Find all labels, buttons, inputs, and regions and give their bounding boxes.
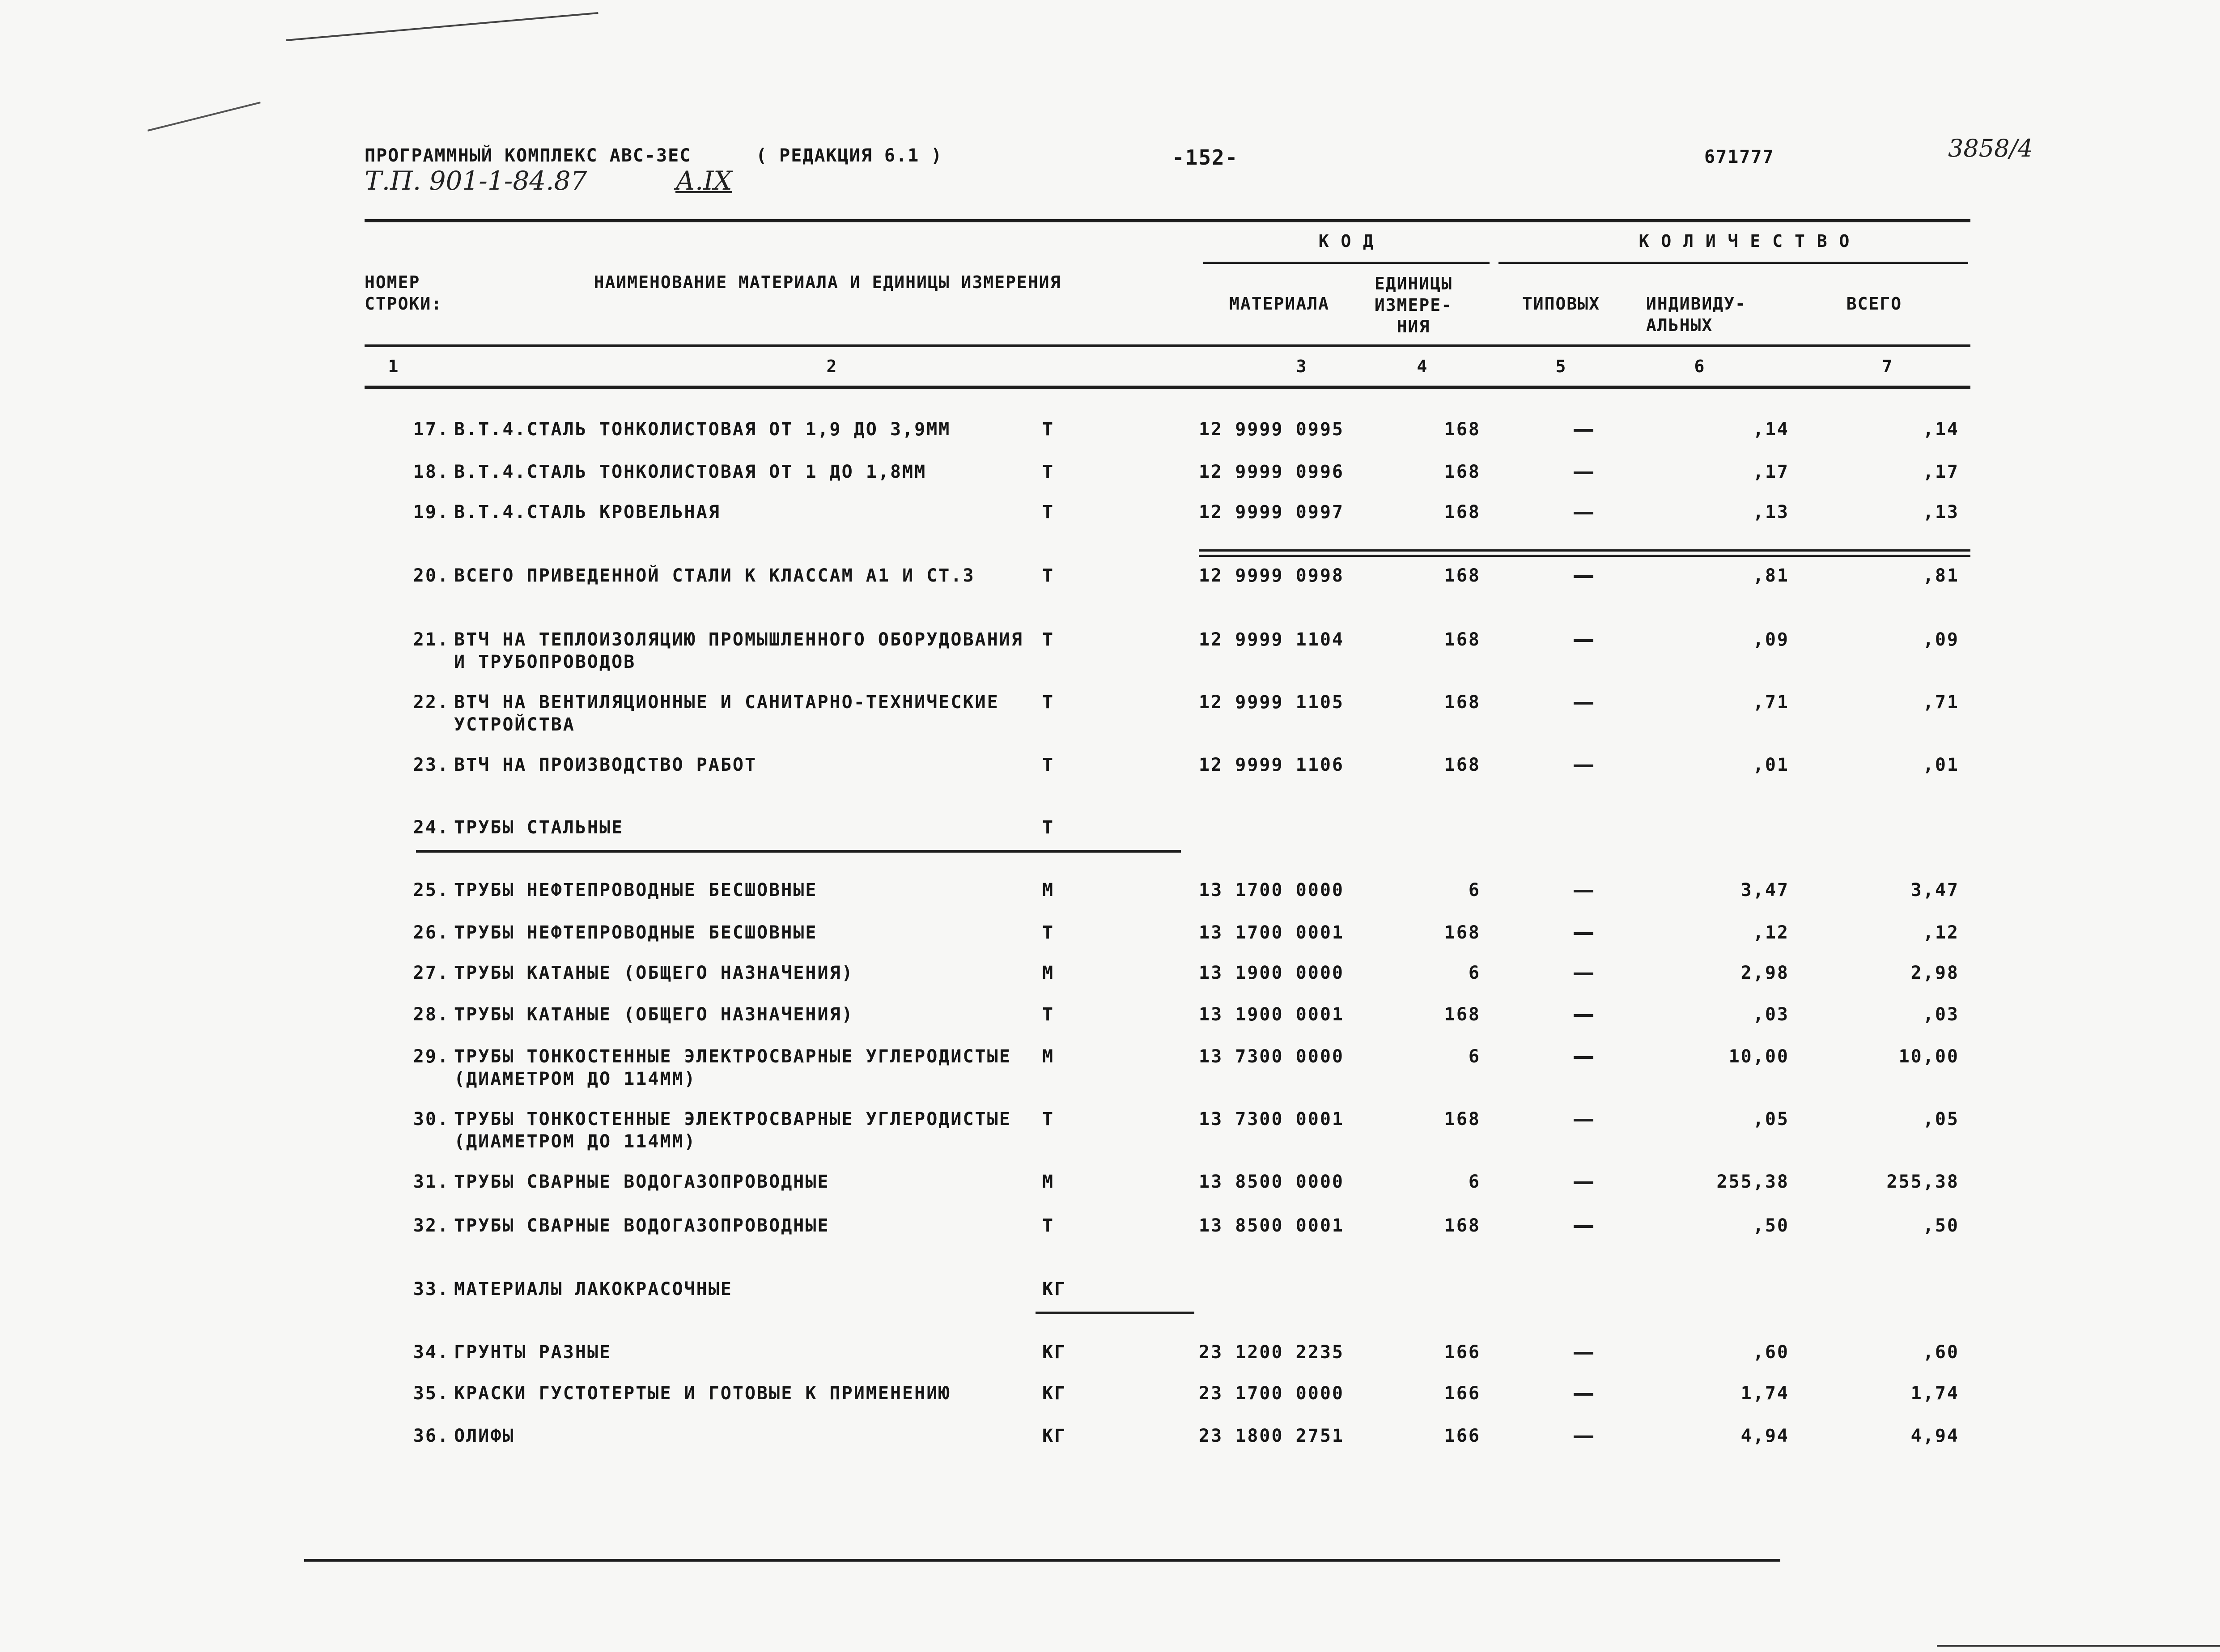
total-qty: ,09 [1923,629,1959,650]
unit-code: 166 [1444,1383,1481,1404]
individual-qty: ,14 [1753,419,1789,440]
typical-qty-dash [1566,1045,1601,1068]
code-group-rule [1203,262,1490,264]
individual-qty: ,71 [1753,692,1789,713]
dash-mark [1574,1393,1593,1396]
table-row [0,1425,2220,1474]
material-code: 12 9999 1106 [1199,755,1344,775]
unit: М [1042,1172,1055,1192]
unit-code: 168 [1444,419,1481,440]
material-code: 12 9999 0997 [1199,502,1344,522]
individual-qty: ,01 [1753,755,1789,775]
document-code: 671777 [1704,147,1774,167]
unit: М [1042,880,1055,900]
unit-code: 166 [1444,1426,1481,1446]
typical-qty-dash [1566,461,1601,483]
header-quantity-group: К О Л И Ч Е С Т В О [1638,231,1851,251]
dash-mark [1574,575,1593,578]
unit: Т [1042,629,1055,650]
material-name: ТРУБЫ НЕФТЕПРОВОДНЫЕ БЕСШОВНЫЕ [454,922,818,943]
dash-mark [1574,512,1593,514]
typical-qty-dash [1566,1425,1601,1447]
column-number-7: 7 [1882,357,1893,376]
individual-qty: ,50 [1753,1215,1789,1236]
individual-qty: 2,98 [1740,963,1789,983]
unit-code: 168 [1444,692,1481,713]
row-number: 18. [413,462,450,482]
individual-qty: ,05 [1753,1109,1789,1130]
unit-code: 6 [1468,1046,1481,1067]
column-number-1: 1 [388,357,399,376]
row-number: 32. [413,1215,450,1236]
total-qty: ,05 [1923,1109,1959,1130]
row-number: 21. [413,629,450,650]
material-name: ВТЧ НА ВЕНТИЛЯЦИОННЫЕ И САНИТАРНО-ТЕХНИЧЕСКИЕ УСТРОЙСТВА [454,692,999,735]
table-row [0,691,2220,740]
table-row [0,565,2220,614]
column-number-rule [365,386,1970,389]
page-edge-line [1937,1645,2220,1647]
dash-mark [1574,471,1593,474]
material-code: 13 8500 0001 [1199,1215,1344,1236]
row-number: 24. [413,817,450,838]
dash-mark [1574,1014,1593,1017]
material-name: ТРУБЫ СТАЛЬНЫЕ [454,817,624,838]
unit: Т [1042,817,1055,838]
dash-mark [1574,1181,1593,1184]
header-material-name: НАИМЕНОВАНИЕ МАТЕРИАЛА И ЕДИНИЦЫ ИЗМЕРЕНИЯ [594,272,1061,292]
unit: Т [1042,462,1055,482]
material-code: 13 1700 0000 [1199,880,1344,900]
material-code: 12 9999 1104 [1199,629,1344,650]
column-number-5: 5 [1555,357,1567,376]
total-qty: 4,94 [1910,1426,1959,1446]
material-name: В.Т.4.СТАЛЬ КРОВЕЛЬНАЯ [454,502,721,522]
header-typical: ТИПОВЫХ [1522,294,1600,314]
individual-qty: ,12 [1753,922,1789,943]
typical-qty-dash [1566,691,1601,713]
unit-code: 168 [1444,755,1481,775]
column-number-4: 4 [1417,357,1428,376]
unit: Т [1042,1215,1055,1236]
unit: Т [1042,565,1055,586]
total-qty: ,60 [1923,1342,1959,1363]
unit: Т [1042,922,1055,943]
typical-qty-dash [1566,418,1601,441]
dash-mark [1574,1119,1593,1121]
unit-code: 168 [1444,1109,1481,1130]
handwritten-album: А.IX [675,166,732,196]
typical-qty-dash [1566,922,1601,944]
unit-code: 168 [1444,1215,1481,1236]
table-top-rule [365,219,1970,222]
row-number: 19. [413,502,450,522]
material-code: 12 9999 0995 [1199,419,1344,440]
total-qty: 2,98 [1910,963,1959,983]
material-name: МАТЕРИАЛЫ ЛАКОКРАСОЧНЫЕ [454,1279,733,1300]
material-code: 12 9999 0996 [1199,462,1344,482]
unit: М [1042,963,1055,983]
typical-qty-dash [1566,1003,1601,1026]
qty-group-rule [1498,262,1968,264]
individual-qty: 1,74 [1740,1383,1789,1404]
edition-label: ( РЕДАКЦИЯ 6.1 ) [756,145,943,166]
total-qty: 3,47 [1910,880,1959,900]
typical-qty-dash [1566,1215,1601,1237]
material-name: ТРУБЫ КАТАНЫЕ (ОБЩЕГО НАЗНАЧЕНИЯ) [454,963,854,983]
total-qty: ,14 [1923,419,1959,440]
row-number: 35. [413,1383,450,1404]
typical-qty-dash [1566,629,1601,651]
unit: Т [1042,1109,1055,1130]
column-number-3: 3 [1296,357,1307,376]
unit-code: 168 [1444,502,1481,522]
material-name: В.Т.4.СТАЛЬ ТОНКОЛИСТОВАЯ ОТ 1,9 ДО 3,9ММ [454,419,951,440]
unit: Т [1042,502,1055,522]
table-row [0,501,2220,550]
dash-mark [1574,1435,1593,1438]
dash-mark [1574,932,1593,935]
material-name: ТРУБЫ ТОНКОСТЕННЫЕ ЭЛЕКТРОСВАРНЫЕ УГЛЕРОДИСТЫЕ (ДИАМЕТРОМ ДО 114ММ) [454,1109,1011,1152]
table-row [0,1045,2220,1095]
material-code: 13 1900 0001 [1199,1004,1344,1025]
unit: Т [1042,419,1055,440]
individual-qty: ,03 [1753,1004,1789,1025]
material-name: ТРУБЫ НЕФТЕПРОВОДНЫЕ БЕСШОВНЫЕ [454,880,818,900]
unit: Т [1042,692,1055,713]
table-row [0,1382,2220,1431]
material-name: КРАСКИ ГУСТОТЕРТЫЕ И ГОТОВЫЕ К ПРИМЕНЕНИЮ [454,1383,951,1404]
material-code: 13 8500 0000 [1199,1172,1344,1192]
page-number: -152- [1172,145,1239,170]
header-code-unit: ЕДИНИЦЫ ИЗМЕРЕ-НИЯ [1374,274,1453,336]
individual-qty: ,09 [1753,629,1789,650]
row-number: 22. [413,692,450,713]
material-code: 23 1800 2751 [1199,1426,1344,1446]
total-qty: ,01 [1923,755,1959,775]
material-code: 13 7300 0001 [1199,1109,1344,1130]
total-qty: ,17 [1923,462,1959,482]
header-total: ВСЕГО [1846,294,1902,314]
material-code: 12 9999 1105 [1199,692,1344,713]
total-qty: ,12 [1923,922,1959,943]
row-number: 36. [413,1426,450,1446]
dash-mark [1574,764,1593,767]
total-qty: ,71 [1923,692,1959,713]
material-name: ВТЧ НА ПРОИЗВОДСТВО РАБОТ [454,755,757,775]
scan-mark-line [148,102,261,132]
unit: Т [1042,755,1055,775]
header-row-number: НОМЕР СТРОКИ: [365,272,443,314]
material-code: 13 1700 0001 [1199,922,1344,943]
total-qty: ,03 [1923,1004,1959,1025]
material-code: 13 7300 0000 [1199,1046,1344,1067]
total-qty: 255,38 [1886,1172,1959,1192]
material-code: 13 1900 0000 [1199,963,1344,983]
unit-code: 168 [1444,629,1481,650]
column-number-2: 2 [826,357,838,376]
dash-mark [1574,639,1593,642]
table-row [0,1215,2220,1264]
unit: КГ [1042,1279,1067,1300]
table-row [0,879,2220,928]
individual-qty: ,13 [1753,502,1789,522]
unit-code: 168 [1444,1004,1481,1025]
unit-code: 168 [1444,565,1481,586]
total-qty: ,50 [1923,1215,1959,1236]
table-bottom-rule [304,1559,1780,1562]
material-code: 12 9999 0998 [1199,565,1344,586]
typical-qty-dash [1566,1171,1601,1193]
column-number-6: 6 [1694,357,1706,376]
dash-mark [1574,1352,1593,1355]
row-number: 34. [413,1342,450,1363]
material-code: 23 1700 0000 [1199,1383,1344,1404]
section-underline [1036,1312,1194,1314]
row-number: 23. [413,755,450,775]
unit-code: 168 [1444,922,1481,943]
unit-code: 6 [1468,1172,1481,1192]
material-name: ТРУБЫ СВАРНЫЕ ВОДОГАЗОПРОВОДНЫЕ [454,1172,830,1192]
total-qty: 10,00 [1898,1046,1959,1067]
individual-qty: 255,38 [1716,1172,1789,1192]
material-name: В.Т.4.СТАЛЬ ТОНКОЛИСТОВАЯ ОТ 1 ДО 1,8ММ [454,462,927,482]
unit-code: 166 [1444,1342,1481,1363]
total-qty: ,13 [1923,502,1959,522]
unit-code: 6 [1468,963,1481,983]
typical-qty-dash [1566,879,1601,901]
material-name: ВТЧ НА ТЕПЛОИЗОЛЯЦИЮ ПРОМЫШЛЕННОГО ОБОРУДОВАНИЯ И ТРУБОПРОВОДОВ [454,629,1023,672]
row-number: 26. [413,922,450,943]
individual-qty: ,60 [1753,1342,1789,1363]
individual-qty: 4,94 [1740,1426,1789,1446]
header-bottom-rule [365,344,1970,347]
unit: Т [1042,1004,1055,1025]
dash-mark [1574,973,1593,975]
individual-qty: ,17 [1753,462,1789,482]
table-row [0,629,2220,678]
individual-qty: 3,47 [1740,880,1789,900]
material-name: ТРУБЫ КАТАНЫЕ (ОБЩЕГО НАЗНАЧЕНИЯ) [454,1004,854,1025]
row-number: 29. [413,1046,450,1067]
table-row [0,1278,2220,1327]
material-name: ВСЕГО ПРИВЕДЕННОЙ СТАЛИ К КЛАССАМ А1 И СТ.3 [454,565,975,586]
total-qty: 1,74 [1910,1383,1959,1404]
row-number: 30. [413,1109,450,1130]
row-number: 27. [413,963,450,983]
handwritten-sheet-number: 3858/4 [1948,134,2033,162]
section-underline [416,850,1181,853]
unit: М [1042,1046,1055,1067]
table-row [0,816,2220,866]
total-qty: ,81 [1923,565,1959,586]
header-code-material: МАТЕРИАЛА [1229,294,1329,314]
dash-mark [1574,890,1593,892]
unit: КГ [1042,1342,1067,1363]
dash-mark [1574,1056,1593,1059]
subtotal-separator-bottom [1199,555,1970,557]
row-number: 28. [413,1004,450,1025]
table-row [0,1108,2220,1157]
unit-code: 6 [1468,880,1481,900]
typical-qty-dash [1566,501,1601,523]
dash-mark [1574,702,1593,705]
individual-qty: 10,00 [1728,1046,1789,1067]
table-row [0,754,2220,803]
material-name: ГРУНТЫ РАЗНЫЕ [454,1342,612,1363]
material-name: ТРУБЫ ТОНКОСТЕННЫЕ ЭЛЕКТРОСВАРНЫЕ УГЛЕРОДИСТЫЕ (ДИАМЕТРОМ ДО 114ММ) [454,1046,1011,1089]
unit: КГ [1042,1426,1067,1446]
unit: КГ [1042,1383,1067,1404]
row-number: 31. [413,1172,450,1192]
typical-qty-dash [1566,962,1601,984]
scan-mark-line [286,12,599,41]
header-individual: ИНДИВИДУ-АЛЬНЫХ [1646,294,1746,335]
typical-qty-dash [1566,565,1601,587]
row-number: 25. [413,880,450,900]
material-name: ОЛИФЫ [454,1426,515,1446]
row-number: 33. [413,1279,450,1300]
individual-qty: ,81 [1753,565,1789,586]
typical-qty-dash [1566,754,1601,776]
material-code: 23 1200 2235 [1199,1342,1344,1363]
header-code-group: К О Д [1318,231,1375,251]
typical-qty-dash [1566,1341,1601,1363]
typical-qty-dash [1566,1108,1601,1130]
row-number: 20. [413,565,450,586]
material-name: ТРУБЫ СВАРНЫЕ ВОДОГАЗОПРОВОДНЫЕ [454,1215,830,1236]
row-number: 17. [413,419,450,440]
dash-mark [1574,1225,1593,1228]
handwritten-project-number: Т.П. 901-1-84.87 [365,166,587,196]
table-row [0,1171,2220,1220]
program-title: ПРОГРАММНЫЙ КОМПЛЕКС АВС-3ЕС [365,145,692,166]
typical-qty-dash [1566,1382,1601,1405]
dash-mark [1574,429,1593,432]
unit-code: 168 [1444,462,1481,482]
table-row [0,418,2220,467]
